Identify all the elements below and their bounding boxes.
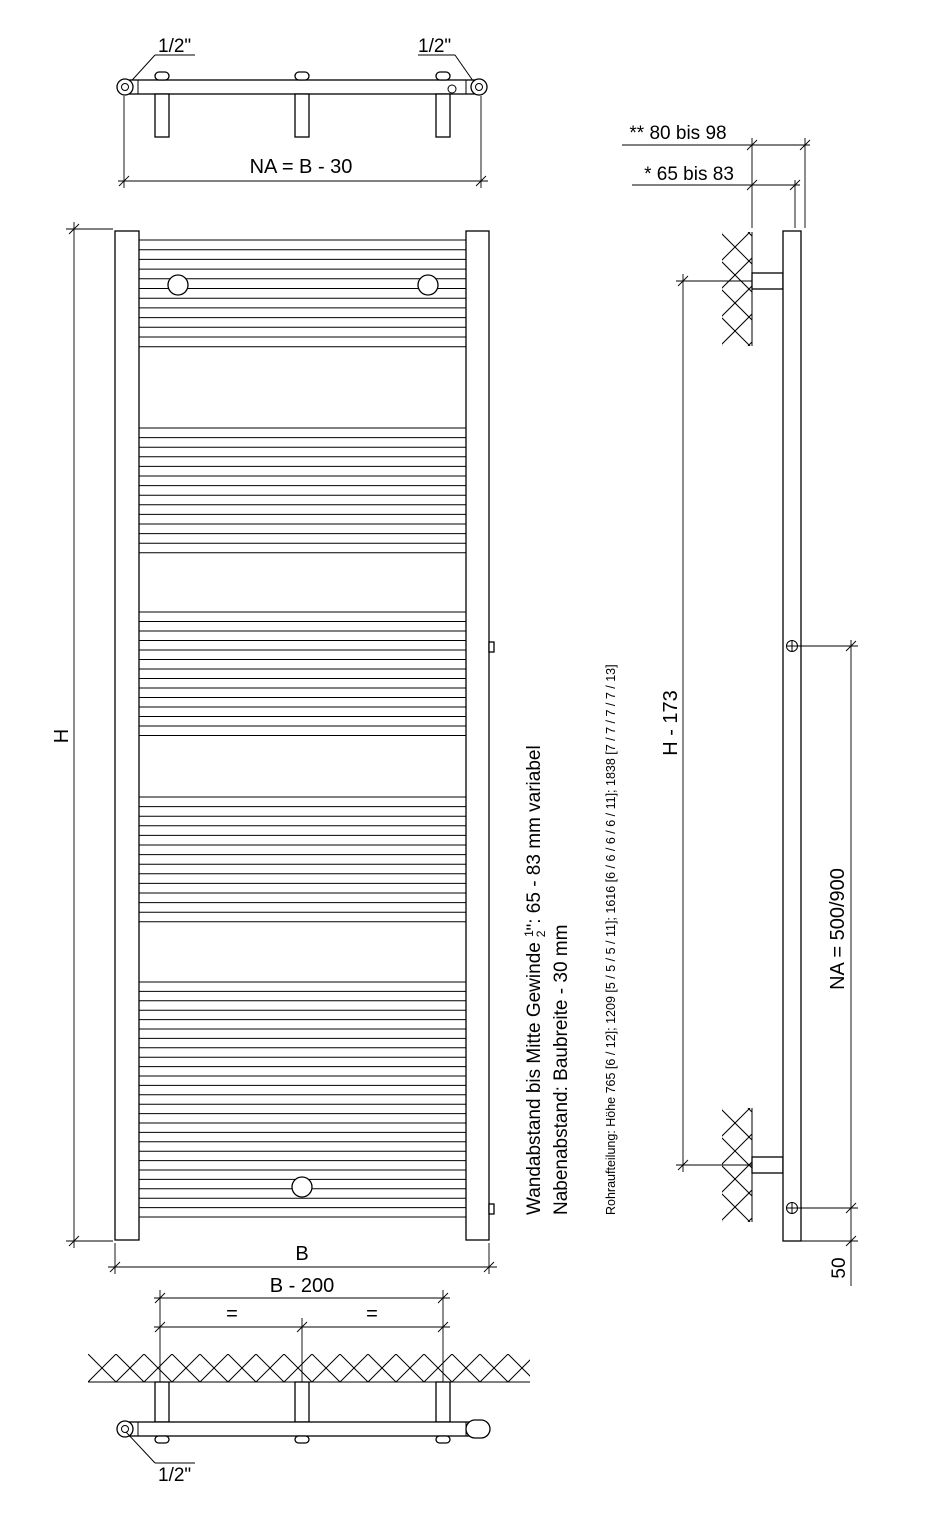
equal-left-label: = [226,1303,238,1325]
height-h-label: H [51,728,73,744]
heating-tubes [139,240,466,1217]
wall-bracket [155,94,169,137]
connector-icon [117,1421,133,1437]
wall-bracket [155,1382,169,1422]
thread-label-top-right: 1/2" [418,36,452,57]
wall-bracket [436,94,450,137]
end-cap [466,1420,490,1438]
wall-bracket [752,1157,783,1173]
bottom-collector-bar [122,1422,482,1436]
wall-hatching-icon [60,1354,564,1382]
h-minus-173-label: H - 173 [660,690,682,756]
thread-label-bottom: 1/2" [158,1465,192,1486]
wall-bracket [752,273,783,289]
left-collector [115,231,139,1240]
thread-label-top-left: 1/2" [158,36,192,57]
wall-distance-max-label: ** 80 bis 98 [629,123,727,144]
notes [522,664,618,1215]
equal-right-label: = [366,1303,378,1325]
wandabstand-note: Wandabstand bis Mitte Gewinde $^1$2": 65 - 83 mm variabel [522,745,548,1215]
wall-bracket [295,94,309,137]
width-b-label: B [295,1243,309,1265]
connection-port [418,275,438,295]
wall-bracket [295,1382,309,1422]
radiator-side-profile [783,231,801,1241]
front-view [51,222,497,1274]
na-side-label: NA = 500/900 [827,868,849,990]
side-view [608,123,948,1286]
b-minus-200-label: B - 200 [269,1275,335,1297]
connector-icon [117,79,133,95]
connection-port [292,1177,312,1197]
nabenabstand-note: Nabenabstand: Baubreite - 30 mm [551,924,572,1215]
wall-distance-min-label: * 65 bis 83 [644,164,734,185]
connection-port [168,275,188,295]
connector-icon [471,79,487,95]
wall-bracket [436,1382,450,1422]
bottom-view [60,1275,564,1486]
top-view [117,36,488,188]
na-top-label: NA = B - 30 [249,156,353,178]
top-collector-bar [122,80,482,94]
dim-50-label: 50 [829,1257,850,1279]
right-collector [466,231,489,1240]
rohraufteilung-note: Rohraufteilung: Höhe 765 [6 / 12]; 1209 [5 / 5 / 5 / 11]; 1616 [6 / 6 / 6 / 6 / 11]; 1838 [7 / 7 / 7 / 7 / 13] [604,664,618,1215]
